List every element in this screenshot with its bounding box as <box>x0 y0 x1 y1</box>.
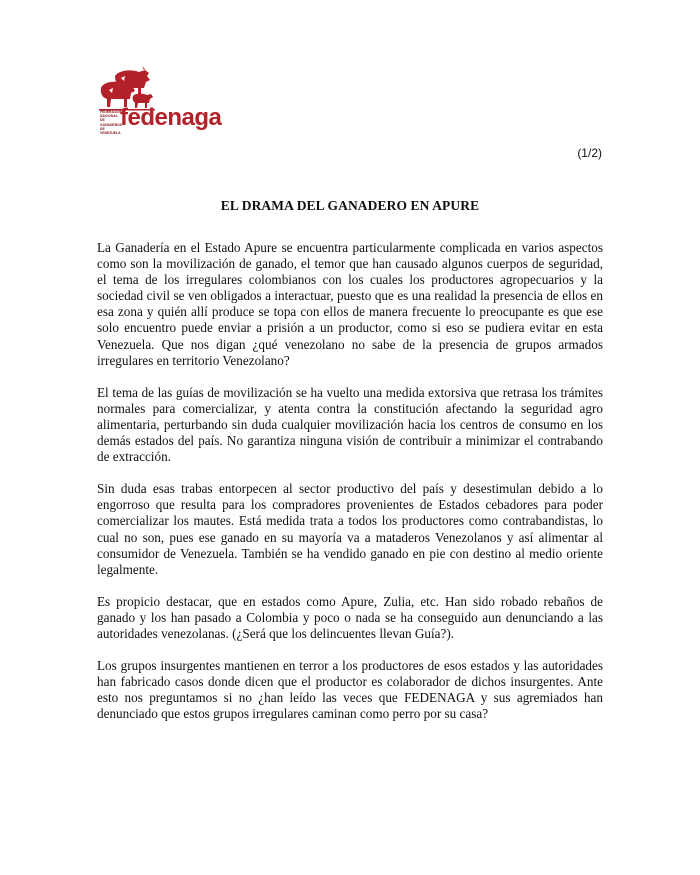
document-body <box>97 240 603 738</box>
document-title: EL DRAMA DEL GANADERO EN APURE <box>220 198 480 213</box>
page-number: (1/2) <box>577 146 602 160</box>
logo-org-line: DE GANADEROS <box>100 118 123 127</box>
paragraph: La Ganadería en el Estado Apure se encuentra particularmente complicada en varios aspectos como son la movilización de ganado, el temor que han causado algunos cuerpos de seguridad, el tema de los irregulares colombianos con los cuales los productores agropecuarios y la sociedad civil se ven obligados a interactuar, puesto que es una realidad la presencia de ellos en esa zona y quién allí produce se topa con ellos de manera frecuente lo preocupante es que ese solo encuentro puede enviar a prisión a un productor, como si eso se pudiera evitar en esta Venezuela. Que nos digan ¿qué venezolano no sabe de la presencia de grupos armados irregulares en territorio Venezolano? <box>97 240 603 368</box>
logo-org-name <box>100 110 122 135</box>
paragraph: Es propicio destacar, que en estados como Apure, Zulia, etc. Han sido robado rebaños de ganado y los han pasado a Colombia y poco o nada se ha conseguido aun denunciando a las autoridades venezolanas. (¿Será que los delincuentes llevan Guía?). <box>97 593 603 641</box>
paragraph: Sin duda esas trabas entorpecen al sector productivo del país y desestimulan debido a lo engorroso que resulta para los compradores provenientes de Estados cebadores para poder comercializar los mautes. Está medida trata a todos los productores como contrabandistas, lo cual no son, pues ese ganado en su mayoría va a mataderos Venezolanos y así alimentar al consumidor de Venezuela. También se ha vendido ganado en pie con destino al medio oriente legalmente. <box>97 481 603 577</box>
logo-org-line: FEDERACIÓN <box>100 110 123 114</box>
logo-brand-text: fedenaga <box>120 104 222 131</box>
fedenaga-logo <box>97 66 225 140</box>
logo-org-line: DE VENEZUELA <box>100 126 121 136</box>
paragraph: Los grupos insurgentes mantienen en terror a los productores de esos estados y las autoridades han fabricado casos donde dicen que el productor es colaborador de dichos insurgentes. Ante esto nos preguntamos si no ¿han leído las veces que FEDENAGA y sus agremiados han denunciado que estos grupos irregulares caminan como perro por su casa? <box>97 658 603 722</box>
logo-org-line: NACIONAL <box>100 114 118 119</box>
paragraph: El tema de las guías de movilización se ha vuelto una medida extorsiva que retrasa los trámites normales para comercializar, y atenta contra la constitución afectando la seguridad agro alimentaria, perturbando sin duda cualquier movilización hacia los centros de consumo en los demás estados del país. No garantiza ninguna visión de contribuir a minimizar el contrabando de extracción. <box>97 384 603 465</box>
